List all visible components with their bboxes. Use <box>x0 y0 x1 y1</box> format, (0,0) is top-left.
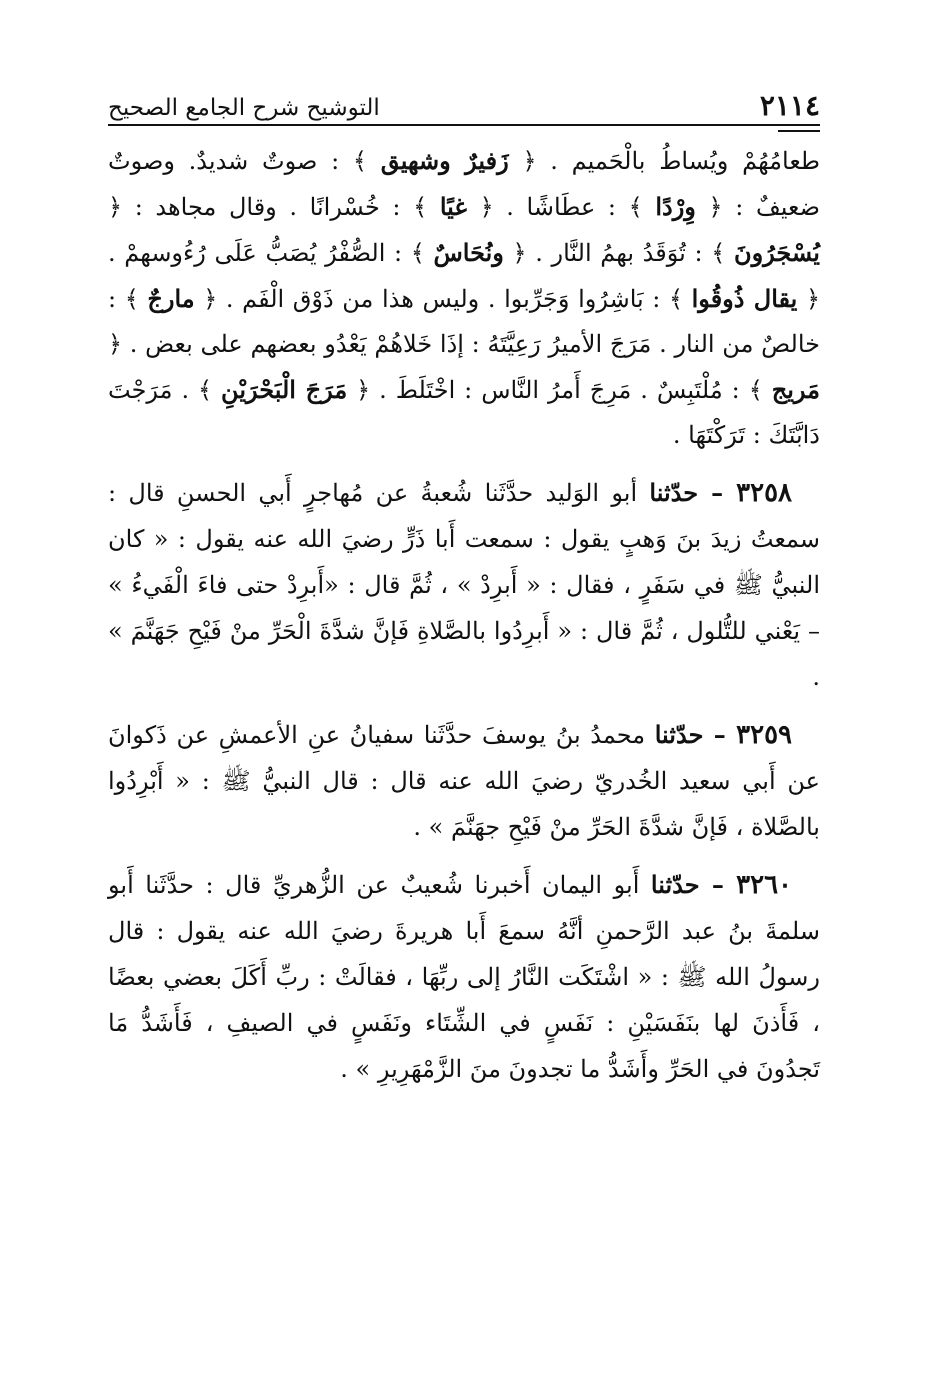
page-header <box>108 70 820 124</box>
gloss-text: . مَرَجْتَ دَابَّتَكَ : تَرَكْتَهَا . <box>108 376 820 449</box>
hadith-lead-word: حدّثنا <box>650 870 700 899</box>
hadith-text: أبو الوَليد حدَّثَنا شُعبةُ عن مُهاجرٍ أَبي الحسنِ قال : سمعتُ زيدَ بنَ وَهبٍ يقول : سمعت أَبا ذَرٍّ رضيَ الله عنه يقول : « كان النبيُّ ﷺ في سَفَرٍ ، فقال : « أَبرِدْ » ، ثُمَّ قال : «أَبرِدْ حتى فاءَ الْفَيءُ » – يَعْني للتُّلول ، ثُمَّ قال : « أَبرِدُوا بالصَّلاةِ فَإنَّ شدَّةَ الْحَرِّ منْ فَيْحِ جَهَنَّمَ » . <box>108 479 820 691</box>
quran-close-bracket: ﴾ <box>668 285 692 313</box>
quran-term: ونُحَاسٌ <box>433 238 504 267</box>
quran-close-bracket: ﴾ <box>711 239 734 267</box>
quran-open-bracket: ﴿ <box>503 239 527 267</box>
quran-term: مَريج <box>771 375 820 404</box>
quran-open-bracket: ﴿ <box>347 376 371 404</box>
quran-open-bracket: ﴿ <box>695 193 723 221</box>
hadith-text: محمدُ بنُ يوسفَ حدَّثَنا سفيانُ عنِ الأعمشِ عن ذَكوانَ عن أَبي سعيد الخُدريّ رضيَ الله عنه قال : قال النبيُّ ﷺ : « أَبْرِدُوا بالصَّلاة ، فَإنَّ شدَّةَ الحَرِّ منْ فَيْحِ جهَنَّمَ » . <box>108 721 820 841</box>
quran-close-bracket: ﴾ <box>198 376 222 404</box>
gloss-text: : خُسْرانًا . وقال مجاهد : <box>122 193 414 221</box>
hadith-paragraph <box>108 470 820 700</box>
gloss-text: : تُوَقَدُ بهمُ النَّار . <box>526 239 712 267</box>
quran-close-bracket: ﴾ <box>410 239 434 267</box>
hadith-paragraph <box>108 712 820 850</box>
quran-term: زَفيرٌ وشهيق <box>380 146 509 175</box>
gloss-text: : عطَاشًا . <box>493 193 629 221</box>
hadith-dash: – <box>703 720 737 749</box>
hadith-number: ٣٢٥٨ <box>736 478 792 508</box>
gloss-text: : بَاشِرُوا وَجَرِّبوا . وليس هذا من ذَوْق الْفَم . <box>217 285 669 313</box>
quran-close-bracket: ﴾ <box>124 285 148 313</box>
running-title: التوشيح شرح الجامع الصحيح <box>108 95 380 121</box>
quran-close-bracket: ﴾ <box>352 147 381 175</box>
quran-term: مَرَجَ الْبَحْرَيْنِ <box>221 375 348 404</box>
quran-open-bracket: ﴿ <box>194 285 218 313</box>
hadith-lead-word: حدّثنا <box>654 720 704 749</box>
quran-open-bracket: ﴿ <box>797 285 821 313</box>
gloss-text: طعامُهُمْ ويُساطُ بالْحَميم . <box>536 147 821 175</box>
hadith-number: ٣٢٦٠ <box>736 870 792 900</box>
gloss-text: : الصُّفْرُ يُصَبُّ عَلَى رُءُوسهمْ . <box>108 239 411 267</box>
quran-term: يقال ذُوقُوا <box>691 284 798 313</box>
quran-open-bracket: ﴿ <box>108 193 123 221</box>
hadith-paragraph <box>108 862 820 1092</box>
hadith-lead-word: حدّثنا <box>649 478 699 507</box>
hadith-text: أَبو اليمان أَخبرنا شُعيبٌ عن الزُّهريِّ قال : حدَّثَنا أَبو سلمةَ بنُ عبد الرَّحمنِ أنَّهُ سمعَ أَبا هريرةَ رضيَ الله عنه يقول : قال رسولُ الله ﷺ : « اشْتَكَت النَّارُ إلى ربِّهَا ، فقالَتْ : ربِّ أَكَلَ بعضي بعضًا ، فَأَذنَ لها بنَفَسَيْنِ : نَفَسٍ في الشِّتَاء ونَفَسٍ في الصيفِ ، فَأَشَدُّ مَا تَجدُونَ في الحَرِّ وأَشَدُّ ما تجدونَ منَ الزَّمْهَرِيرِ » . <box>108 871 820 1083</box>
hadith-number: ٣٢٥٩ <box>736 720 792 750</box>
quran-close-bracket: ﴾ <box>628 193 656 221</box>
book-page <box>108 70 820 1092</box>
quran-term: مارجٌ <box>147 284 195 313</box>
page-number: ٢١١٤ <box>759 89 820 122</box>
quran-open-bracket: ﴿ <box>108 330 123 358</box>
quran-open-bracket: ﴿ <box>466 193 494 221</box>
gloss-text: : مُلْتَبِسٌ . مَرِجَ أَمرُ النَّاس : اخْتَلَطَ . <box>370 376 749 404</box>
quran-term: غيًا <box>439 192 467 221</box>
gloss-paragraph <box>108 138 820 458</box>
quran-close-bracket: ﴾ <box>748 376 772 404</box>
quran-term: وِرْدًا <box>655 192 696 221</box>
header-rule <box>108 124 820 126</box>
gloss-text: : خالصٌ من النار . مَرَجَ الأميرُ رَعِيَّتَهُ : إذَا خَلاهُمْ يَعْدُو بعضهم على بعض . <box>108 285 820 358</box>
hadith-dash: – <box>699 870 737 899</box>
gloss-text: : صوتٌ شديدٌ. وصوتٌ ضعيفٌ : <box>108 147 820 221</box>
quran-open-bracket: ﴿ <box>508 147 537 175</box>
quran-close-bracket: ﴾ <box>413 193 440 221</box>
quran-term: يُسْجَرُونَ <box>733 238 820 267</box>
hadith-dash: – <box>698 478 737 507</box>
header-rule-accent <box>778 130 820 132</box>
